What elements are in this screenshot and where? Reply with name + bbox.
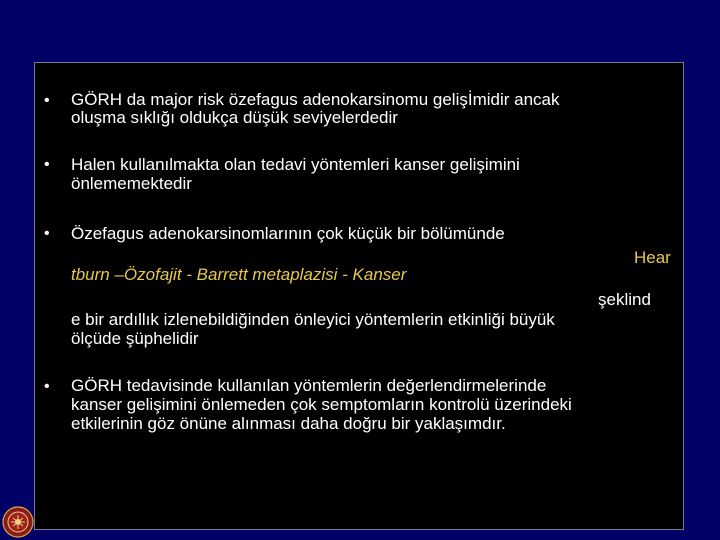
bullet-marker-2: • [44,156,50,173]
university-seal-icon [2,506,34,538]
bullet-3-line-seklind: şeklind [598,290,651,309]
bullet-1-line-2: oluşma sıklığı oldukça düşük seviyelerdedir [71,108,398,127]
bullet-marker-1: • [44,92,50,109]
bullet-3-highlight-a: Hear [634,248,671,267]
bullet-4-line-1: GÖRH tedavisinde kullanılan yöntemlerin değerlendirmelerinde [71,376,547,395]
bullet-3-line-3: e bir ardıllık izlenebildiğinden önleyici yöntemlerin etkinliği büyük [71,310,555,329]
bullet-4-line-2: kanser gelişimini önlemeden çok semptomların kontrolü üzerindeki [71,395,572,414]
bullet-3-line-1: Özefagus adenokarsinomlarının çok küçük bir bölümünde [71,224,505,243]
bullet-2-line-2: önlememektedir [71,174,192,193]
bullet-marker-3: • [44,225,50,242]
bullet-marker-4: • [44,378,50,395]
content-panel [34,62,684,530]
bullet-3-line-4: ölçüde şüphelidir [71,329,199,348]
bullet-1-line-1: GÖRH da major risk özefagus adenokarsinomu gelişİmidir ancak [71,90,560,109]
bullet-3-highlight-b: tburn –Özofajit - Barrett metaplazisi - Kanser [71,265,407,284]
bullet-4-line-3: etkilerinin göz önüne alınması daha doğru bir yaklaşımdır. [71,414,506,433]
bullet-2-line-1: Halen kullanılmakta olan tedavi yöntemleri kanser gelişimini [71,155,520,174]
